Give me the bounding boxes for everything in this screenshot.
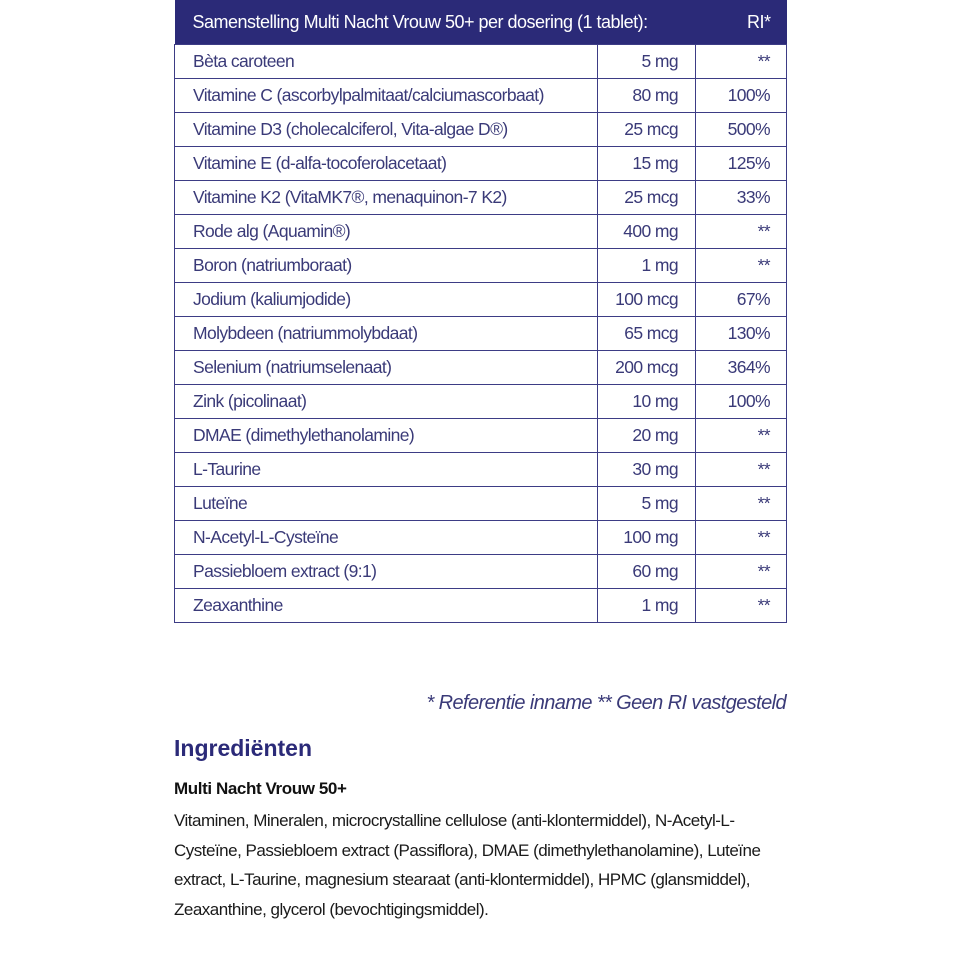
table-header-row — [175, 0, 787, 45]
nutrient-ri: 67% — [696, 283, 787, 317]
table-row — [175, 215, 787, 249]
nutrient-amount: 15 mg — [598, 147, 696, 181]
nutrient-ri: ** — [696, 555, 787, 589]
nutrient-name: N-Acetyl-L-Cysteïne — [175, 521, 598, 555]
table-row — [175, 487, 787, 521]
nutrient-ri: ** — [696, 487, 787, 521]
table-row — [175, 45, 787, 79]
nutrient-ri: ** — [696, 521, 787, 555]
table-row — [175, 181, 787, 215]
nutrient-name: DMAE (dimethylethanolamine) — [175, 419, 598, 453]
table-row — [175, 79, 787, 113]
ingredients-product-name: Multi Nacht Vrouw 50+ — [174, 779, 347, 798]
ri-legend: * Referentie inname ** Geen RI vastgesteld — [426, 692, 786, 714]
nutrient-ri: ** — [696, 589, 787, 623]
ingredients-text: Vitaminen, Mineralen, microcrystalline cellulose (anti-klontermiddel), N-Acetyl-L-Cysteïne, Passiebloem extract (Passiflora), DMAE (dimethylethanolamine), Luteïne extract, L-Taurine, magnesium stearaat (anti-klontermiddel), HPMC (glansmiddel), Zeaxanthine, glycerol (bevochtigingsmiddel). — [174, 811, 761, 919]
table-row — [175, 521, 787, 555]
nutrient-name: Vitamine D3 (cholecalciferol, Vita-algae D®) — [175, 113, 598, 147]
nutrient-amount: 10 mg — [598, 385, 696, 419]
nutrient-name: Zeaxanthine — [175, 589, 598, 623]
nutrient-amount: 25 mcg — [598, 113, 696, 147]
nutrient-ri: ** — [696, 453, 787, 487]
composition-table-container — [174, 0, 786, 623]
nutrient-amount: 100 mcg — [598, 283, 696, 317]
nutrient-ri: 500% — [696, 113, 787, 147]
nutrient-ri: 130% — [696, 317, 787, 351]
composition-table — [174, 0, 787, 623]
nutrient-name: Vitamine K2 (VitaMK7®, menaquinon-7 K2) — [175, 181, 598, 215]
nutrient-ri: 364% — [696, 351, 787, 385]
nutrient-amount: 25 mcg — [598, 181, 696, 215]
nutrient-name: Vitamine C (ascorbylpalmitaat/calciumascorbaat) — [175, 79, 598, 113]
nutrient-name: Bèta caroteen — [175, 45, 598, 79]
nutrient-ri: 33% — [696, 181, 787, 215]
nutrient-name: Rode alg (Aquamin®) — [175, 215, 598, 249]
ingredients-heading: Ingrediënten — [174, 735, 313, 761]
nutrient-ri: 100% — [696, 385, 787, 419]
table-row — [175, 113, 787, 147]
nutrient-name: Passiebloem extract (9:1) — [175, 555, 598, 589]
table-header-ri: RI* — [696, 0, 787, 45]
nutrient-name: Boron (natriumboraat) — [175, 249, 598, 283]
table-row — [175, 283, 787, 317]
nutrient-name: L-Taurine — [175, 453, 598, 487]
nutrient-ri: ** — [696, 45, 787, 79]
nutrient-amount: 100 mg — [598, 521, 696, 555]
table-row — [175, 555, 787, 589]
table-row — [175, 419, 787, 453]
nutrient-name: Molybdeen (natriummolybdaat) — [175, 317, 598, 351]
nutrient-amount: 30 mg — [598, 453, 696, 487]
table-row — [175, 249, 787, 283]
nutrient-ri: 100% — [696, 79, 787, 113]
table-row — [175, 351, 787, 385]
nutrient-ri: 125% — [696, 147, 787, 181]
table-row — [175, 147, 787, 181]
nutrient-amount: 400 mg — [598, 215, 696, 249]
nutrient-amount: 80 mg — [598, 79, 696, 113]
nutrient-name: Selenium (natriumselenaat) — [175, 351, 598, 385]
nutrient-amount: 200 mcg — [598, 351, 696, 385]
nutrient-ri: ** — [696, 215, 787, 249]
nutrient-name: Luteïne — [175, 487, 598, 521]
table-row — [175, 453, 787, 487]
nutrient-amount: 65 mcg — [598, 317, 696, 351]
nutrient-amount: 5 mg — [598, 45, 696, 79]
nutrient-amount: 1 mg — [598, 249, 696, 283]
nutrient-name: Jodium (kaliumjodide) — [175, 283, 598, 317]
nutrient-amount: 1 mg — [598, 589, 696, 623]
nutrient-amount: 20 mg — [598, 419, 696, 453]
nutrient-amount: 5 mg — [598, 487, 696, 521]
nutrient-ri: ** — [696, 419, 787, 453]
table-row — [175, 317, 787, 351]
nutrient-name: Vitamine E (d-alfa-tocoferolacetaat) — [175, 147, 598, 181]
nutrient-name: Zink (picolinaat) — [175, 385, 598, 419]
nutrient-ri: ** — [696, 249, 787, 283]
table-row — [175, 385, 787, 419]
table-row — [175, 589, 787, 623]
table-header-title: Samenstelling Multi Nacht Vrouw 50+ per dosering (1 tablet): — [175, 0, 696, 45]
nutrient-amount: 60 mg — [598, 555, 696, 589]
